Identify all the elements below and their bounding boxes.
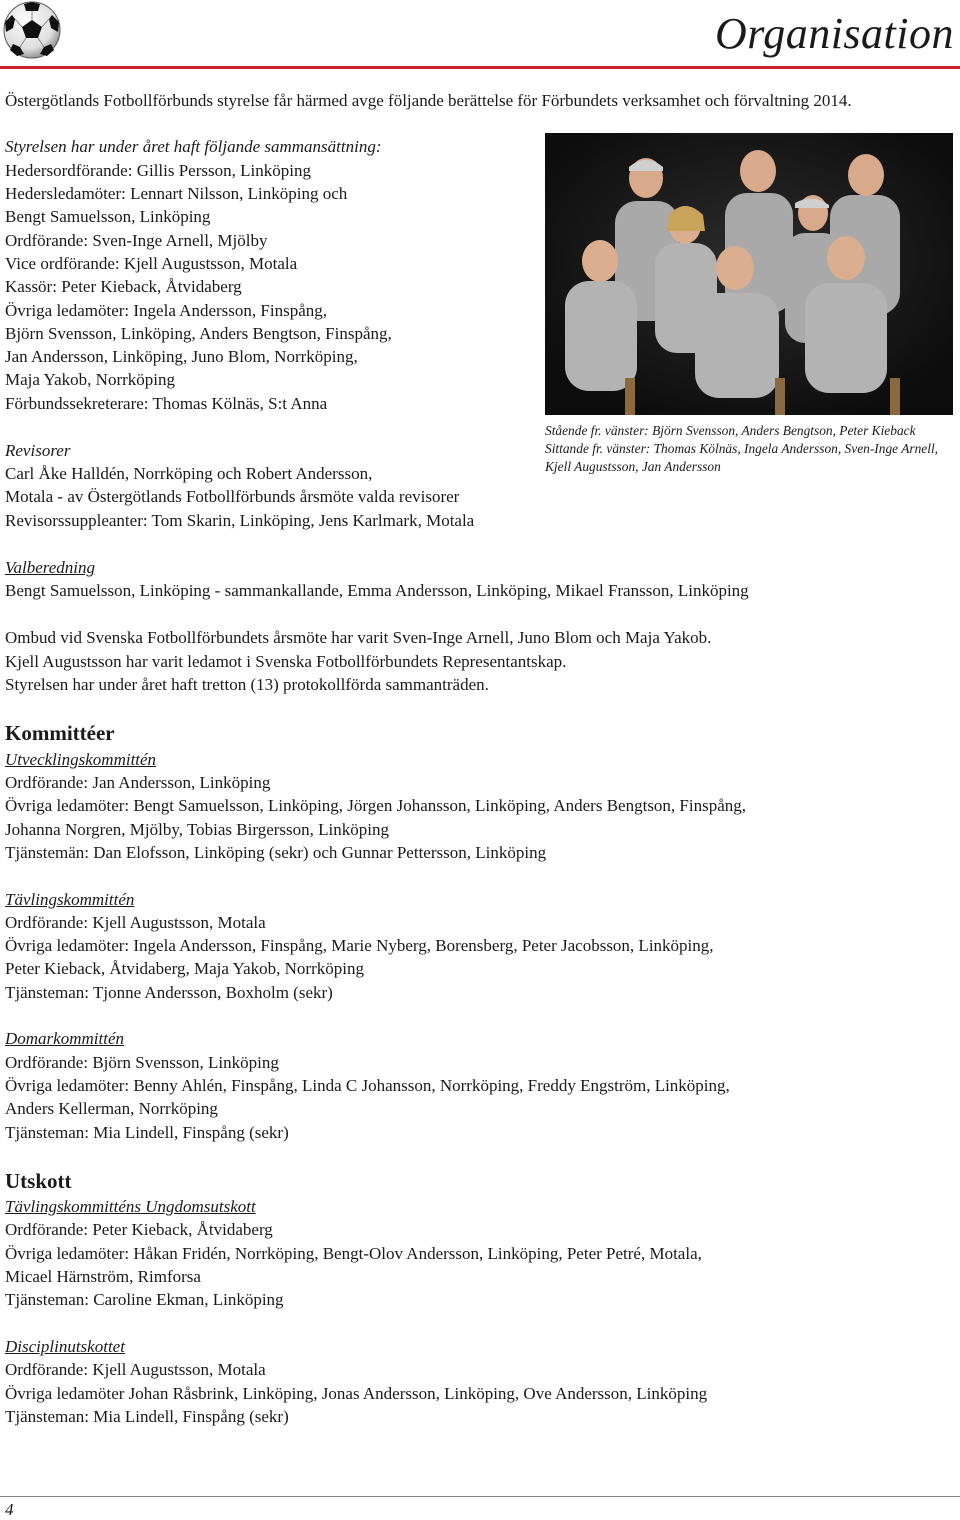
- header-divider: [0, 66, 960, 69]
- auditors-line: Revisorssuppleanter: Tom Skarin, Linköping, Jens Karlmark, Motala: [5, 511, 475, 530]
- photo-caption-line: Kjell Augustsson, Jan Andersson: [545, 459, 721, 474]
- note-line: Kjell Augustsson har varit ledamot i Svenska Fotbollförbundets Representantskap.: [5, 652, 567, 671]
- page-number: 4: [5, 1500, 14, 1519]
- group-photo-illustration: [545, 133, 953, 415]
- referee-committee-heading: Domarkommittén: [5, 1029, 124, 1048]
- committee-line: Ordförande: Björn Svensson, Linköping: [5, 1053, 279, 1072]
- board-line: Kassör: Peter Kieback, Åtvidaberg: [5, 277, 242, 296]
- competition-committee-heading: Tävlingskommittén: [5, 890, 135, 909]
- board-line: Övriga ledamöter: Ingela Andersson, Finspång,: [5, 301, 327, 320]
- note-line: Ombud vid Svenska Fotbollförbundets årsmöte har varit Sven-Inge Arnell, Juno Blom och Maja Yakob.: [5, 628, 712, 647]
- board-line: Förbundssekreterare: Thomas Kölnäs, S:t Anna: [5, 394, 328, 413]
- nomination-line: Bengt Samuelsson, Linköping - sammankallande, Emma Andersson, Linköping, Mikael Fransson, Linköping: [5, 581, 749, 600]
- board-line: Hedersordförande: Gillis Persson, Linköping: [5, 161, 311, 180]
- board-line: Maja Yakob, Norrköping: [5, 370, 175, 389]
- subcommittee-line: Micael Härnström, Rimforsa: [5, 1267, 201, 1286]
- soccer-ball-icon: [2, 0, 62, 60]
- committees-heading: Kommittéer: [5, 721, 115, 745]
- committee-line: Ordförande: Kjell Augustsson, Motala: [5, 913, 266, 932]
- subcommittee-line: Övriga ledamöter Johan Råsbrink, Linköping, Jonas Andersson, Linköping, Ove Andersson, Linköping: [5, 1384, 708, 1403]
- subcommittee-line: Ordförande: Kjell Augustsson, Motala: [5, 1360, 266, 1379]
- auditors-line: Carl Åke Halldén, Norrköping och Robert Andersson,: [5, 464, 373, 483]
- subcommittee-line: Tjänsteman: Caroline Ekman, Linköping: [5, 1290, 284, 1309]
- board-line: Björn Svensson, Linköping, Anders Bengtson, Finspång,: [5, 324, 392, 343]
- committee-line: Tjänsteman: Mia Lindell, Finspång (sekr): [5, 1123, 289, 1142]
- photo-caption-line: Stående fr. vänster: Björn Svensson, Anders Bengtson, Peter Kieback: [545, 423, 916, 438]
- committee-line: Johanna Norgren, Mjölby, Tobias Birgersson, Linköping: [5, 820, 389, 839]
- board-line: Bengt Samuelsson, Linköping: [5, 207, 211, 226]
- committee-line: Tjänsteman: Tjonne Andersson, Boxholm (sekr): [5, 983, 333, 1002]
- subcommittee-line: Ordförande: Peter Kieback, Åtvidaberg: [5, 1220, 273, 1239]
- photo-caption-line: Sittande fr. vänster: Thomas Kölnäs, Ingela Andersson, Sven-Inge Arnell,: [545, 441, 939, 456]
- board-line: Hedersledamöter: Lennart Nilsson, Linköping och: [5, 184, 348, 203]
- subcommittee-line: Övriga ledamöter: Håkan Fridén, Norrköping, Bengt-Olov Andersson, Linköping, Peter Petré, Motala,: [5, 1244, 702, 1263]
- board-group-photo: [545, 133, 953, 415]
- subcommittee-line: Tjänsteman: Mia Lindell, Finspång (sekr): [5, 1407, 289, 1426]
- auditors-heading: Revisorer: [5, 441, 71, 460]
- board-line: Ordförande: Sven-Inge Arnell, Mjölby: [5, 231, 268, 250]
- committee-line: Peter Kieback, Åtvidaberg, Maja Yakob, Norrköping: [5, 959, 364, 978]
- committee-line: Övriga ledamöter: Ingela Andersson, Finspång, Marie Nyberg, Borensberg, Peter Jacobsson, Linköping,: [5, 936, 714, 955]
- committee-line: Övriga ledamöter: Bengt Samuelsson, Linköping, Jörgen Johansson, Linköping, Anders Bengtson, Finspång,: [5, 796, 747, 815]
- page-header: [0, 0, 960, 78]
- subcommittees-heading: Utskott: [5, 1169, 72, 1193]
- discipline-subcommittee-heading: Disciplinutskottet: [5, 1337, 125, 1356]
- footer-divider: [0, 1496, 960, 1497]
- auditors-line: Motala - av Östergötlands Fotbollförbunds årsmöte valda revisorer: [5, 487, 460, 506]
- committee-line: Tjänstemän: Dan Elofsson, Linköping (sekr) och Gunnar Pettersson, Linköping: [5, 843, 547, 862]
- intro-text: Östergötlands Fotbollförbunds styrelse får härmed avge följande berättelse för Förbundets verksamhet och förvaltning 2014.: [5, 91, 852, 110]
- committee-line: Övriga ledamöter: Benny Ahlén, Finspång, Linda C Johansson, Norrköping, Freddy Engström, Linköping,: [5, 1076, 730, 1095]
- nomination-heading: Valberedning: [5, 558, 96, 577]
- page-title: Organisation: [714, 9, 954, 58]
- board-line: Jan Andersson, Linköping, Juno Blom, Norrköping,: [5, 347, 358, 366]
- committee-line: Anders Kellerman, Norrköping: [5, 1099, 218, 1118]
- board-line: Vice ordförande: Kjell Augustsson, Motala: [5, 254, 298, 273]
- youth-subcommittee-heading: Tävlingskommitténs Ungdomsutskott: [5, 1197, 256, 1216]
- note-line: Styrelsen har under året haft tretton (13) protokollförda sammanträden.: [5, 675, 489, 694]
- committee-line: Ordförande: Jan Andersson, Linköping: [5, 773, 271, 792]
- board-heading: Styrelsen har under året haft följande sammansättning:: [5, 137, 382, 156]
- development-committee-heading: Utvecklingskommittén: [5, 750, 157, 769]
